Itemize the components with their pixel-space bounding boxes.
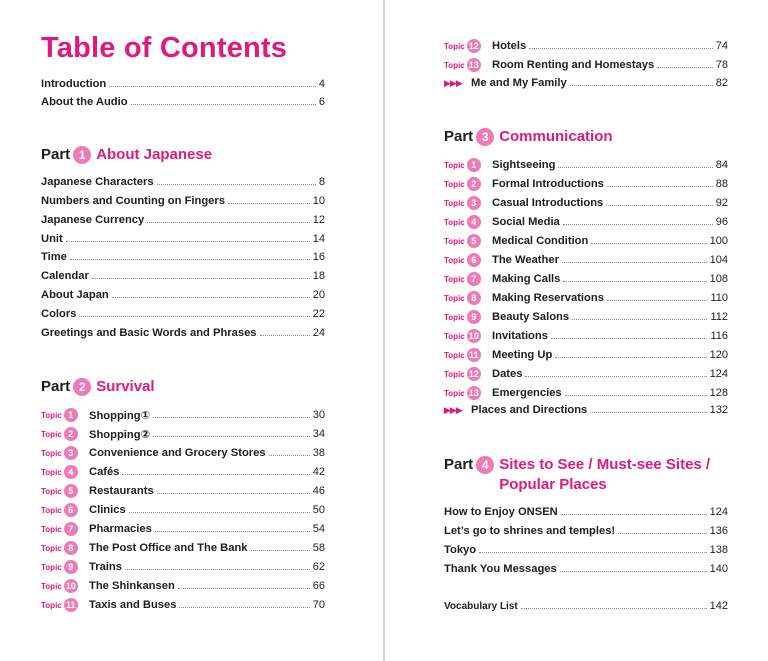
topic-entry[interactable]	[444, 157, 728, 173]
entry-label: The Post Office and The Bank	[89, 542, 248, 554]
topic-number-badge: 2	[467, 177, 481, 191]
entry-label: About the Audio	[41, 96, 128, 108]
entry-page: 66	[312, 580, 325, 592]
leader-dots	[147, 222, 310, 223]
topic-number-badge: 1	[64, 408, 78, 422]
leader-dots	[157, 184, 316, 185]
leader-dots	[657, 67, 713, 68]
leader-dots	[572, 319, 707, 320]
entry-label: Restaurants	[89, 485, 154, 497]
part-2-heading	[41, 377, 155, 397]
entry-label: Dates	[492, 368, 523, 380]
entry-page: 12	[312, 214, 325, 226]
toc-entry[interactable]	[41, 94, 325, 110]
toc-entry[interactable]	[444, 523, 728, 539]
toc-entry[interactable]	[41, 193, 325, 209]
topic-number-badge: 12	[468, 369, 479, 379]
leader-dots	[591, 243, 706, 244]
entry-label: Taxis and Buses	[89, 599, 177, 611]
toc-entry[interactable]	[41, 287, 325, 303]
leader-dots	[565, 395, 707, 396]
leader-dots	[521, 608, 707, 609]
toc-entry[interactable]	[41, 212, 325, 228]
topic-entry[interactable]	[444, 57, 728, 73]
entry-page: 124	[709, 506, 728, 518]
entry-label: Casual Introductions	[492, 197, 604, 209]
entry-page: 108	[709, 273, 728, 285]
topic-entry[interactable]	[444, 252, 728, 268]
part-number-badge: 4	[476, 456, 494, 474]
leader-dots	[251, 550, 310, 551]
part-word: Part	[444, 128, 474, 145]
entry-label: Me and My Family	[471, 77, 567, 89]
entry-page: 20	[312, 289, 325, 301]
entry-page: 104	[709, 254, 728, 266]
toc-entry[interactable]	[444, 561, 728, 577]
leader-dots	[260, 335, 310, 336]
entry-label: Invitations	[492, 330, 548, 342]
topic-entry[interactable]	[444, 195, 728, 211]
entry-label: Japanese Currency	[41, 214, 145, 226]
entry-page: 136	[709, 525, 728, 537]
entry-label: The Shinkansen	[89, 580, 175, 592]
leader-dots	[525, 376, 706, 377]
topic-number-badge: 12	[468, 41, 479, 51]
part-title-line: Sites to See / Must-see Sites /	[499, 456, 711, 473]
topic-number-badge: 3	[64, 446, 78, 460]
topic-tag: Topic 3	[41, 446, 85, 460]
entry-page: 110	[710, 292, 728, 304]
topic-tag: Topic 1	[41, 408, 85, 422]
topic-number-badge: 8	[64, 541, 78, 555]
part-word: Part	[444, 456, 474, 473]
entry-page: 70	[312, 599, 325, 611]
entry-label: Places and Directions	[471, 404, 588, 416]
entry-page: 128	[709, 387, 728, 399]
topic-entry[interactable]	[444, 38, 728, 54]
leader-dots	[479, 552, 707, 553]
entry-page: 124	[709, 368, 728, 380]
entry-label: Formal Introductions	[492, 178, 604, 190]
topic-tag: Topic 5	[41, 484, 85, 498]
topic-tag: Topic 9	[41, 560, 85, 574]
entry-label: Colors	[41, 308, 77, 320]
entry-label: Introduction	[41, 78, 107, 90]
topic-entry[interactable]	[41, 426, 325, 442]
topic-tag: Topic 12	[444, 369, 479, 379]
topic-tag: Topic 3	[444, 196, 488, 210]
topic-tag: Topic 7	[41, 522, 85, 536]
entry-page: 112	[710, 311, 728, 323]
entry-label: Time	[41, 251, 67, 263]
topic-entry[interactable]	[444, 290, 728, 306]
entry-page: 16	[312, 251, 325, 263]
entry-page: 96	[715, 216, 728, 228]
topic-tag: Topic 11	[444, 348, 488, 362]
entry-page: 138	[709, 544, 728, 556]
entry-page: 14	[312, 233, 325, 245]
leader-dots	[228, 203, 310, 204]
topic-tag: Topic 12	[444, 41, 479, 51]
entry-label: How to Enjoy ONSEN	[444, 506, 558, 518]
leader-dots	[560, 571, 707, 572]
topic-tag: Topic 1	[444, 158, 488, 172]
leader-dots	[607, 300, 708, 301]
topic-entry[interactable]	[41, 502, 325, 518]
topic-number-badge: 8	[467, 291, 481, 305]
part-title: About Japanese	[96, 146, 213, 163]
leader-dots	[555, 357, 706, 358]
topic-tag: Topic 10	[444, 331, 479, 341]
entry-label: Meeting Up	[492, 349, 553, 361]
topic-tag: Topic 10	[41, 581, 76, 591]
leader-dots	[606, 205, 712, 206]
leader-dots	[131, 104, 316, 105]
topic-entry[interactable]	[41, 559, 325, 575]
topic-entry[interactable]	[41, 445, 325, 461]
topic-number-badge: 11	[64, 598, 78, 612]
entry-label: Room Renting and Homestays	[492, 59, 655, 71]
triple-arrow-icon: ▶▶▶	[444, 77, 462, 88]
part-title-line: Popular Places	[499, 476, 607, 493]
entry-page: 54	[312, 523, 325, 535]
entry-page: 84	[715, 159, 728, 171]
topic-number-badge: 4	[64, 465, 78, 479]
leader-dots	[529, 48, 713, 49]
entry-page: 140	[709, 563, 728, 575]
topic-number-badge: 5	[64, 484, 78, 498]
part-1-heading	[41, 145, 212, 165]
topic-number-badge: 1	[467, 158, 481, 172]
toc-entry[interactable]	[41, 268, 325, 284]
page-title: Table of Contents	[41, 32, 288, 64]
topic-entry[interactable]	[444, 271, 728, 287]
entry-page: 88	[715, 178, 728, 190]
entry-label: Japanese Characters	[41, 176, 154, 188]
leader-dots	[269, 455, 310, 456]
entry-page: 62	[312, 561, 325, 573]
entry-label: Shopping①	[89, 409, 151, 422]
part-4-heading	[444, 455, 710, 495]
entry-label: Vocabulary List	[444, 600, 518, 612]
leader-dots	[562, 262, 707, 263]
topic-number-badge: 10	[65, 581, 76, 591]
leader-dots	[607, 186, 713, 187]
leader-dots	[129, 512, 310, 513]
toc-entry[interactable]	[41, 174, 325, 190]
entry-label: Trains	[89, 561, 122, 573]
part-number-badge: 3	[476, 128, 494, 146]
entry-page: 116	[710, 330, 728, 342]
entry-label: Hotels	[492, 40, 527, 52]
toc-entry[interactable]	[444, 542, 728, 558]
page-gutter	[383, 0, 385, 661]
part-word: Part	[41, 378, 71, 395]
topic-entry[interactable]	[41, 407, 325, 423]
leader-dots	[109, 86, 316, 87]
topic-number-badge: 7	[467, 272, 481, 286]
leader-dots	[563, 281, 706, 282]
part-title: Communication	[499, 128, 613, 145]
topic-tag: Topic 5	[444, 234, 488, 248]
entry-label: Tokyo	[444, 544, 477, 556]
leader-dots	[153, 436, 310, 437]
toc-entry[interactable]	[41, 231, 325, 247]
entry-page: 92	[715, 197, 728, 209]
topic-tag: Topic 2	[444, 177, 488, 191]
leader-dots	[153, 417, 310, 418]
topic-tag: Topic 4	[41, 465, 85, 479]
leader-dots	[179, 607, 309, 608]
topic-tag: Topic 8	[444, 291, 488, 305]
topic-entry[interactable]	[41, 483, 325, 499]
entry-label: Sightseeing	[492, 159, 556, 171]
part-3-heading	[444, 127, 613, 147]
topic-number-badge: 11	[467, 348, 481, 362]
entry-page: 132	[709, 404, 728, 416]
topic-entry[interactable]	[444, 214, 728, 230]
part-title	[499, 455, 710, 495]
entry-label: Calendar	[41, 270, 89, 282]
topic-number-badge: 3	[467, 196, 481, 210]
entry-page: 18	[312, 270, 325, 282]
entry-page: 74	[715, 40, 728, 52]
part-number-badge: 2	[73, 378, 91, 396]
entry-label: Cafés	[89, 466, 120, 478]
toc-entry[interactable]	[41, 306, 325, 322]
entry-label: Thank You Messages	[444, 563, 557, 575]
topic-tag: Topic 11	[41, 598, 85, 612]
entry-label: Making Calls	[492, 273, 561, 285]
entry-page: 8	[318, 176, 325, 188]
entry-page: 58	[312, 542, 325, 554]
leader-dots	[157, 493, 310, 494]
entry-page: 10	[312, 195, 325, 207]
topic-tag: Topic 13	[444, 60, 479, 70]
toc-entry[interactable]	[41, 76, 325, 92]
toc-entry[interactable]	[41, 325, 325, 341]
entry-label: Clinics	[89, 504, 126, 516]
topic-tag: Topic 7	[444, 272, 488, 286]
entry-page: 120	[709, 349, 728, 361]
entry-page: 50	[312, 504, 325, 516]
topic-number-badge: 4	[467, 215, 481, 229]
leader-dots	[561, 514, 707, 515]
entry-label: Convenience and Grocery Stores	[89, 447, 266, 459]
topic-entry[interactable]	[41, 597, 325, 613]
entry-label: Unit	[41, 233, 63, 245]
entry-page: 42	[312, 466, 325, 478]
entry-label: The Weather	[492, 254, 559, 266]
toc-entry[interactable]	[444, 598, 728, 614]
toc-entry[interactable]	[444, 504, 728, 520]
entry-label: Making Reservations	[492, 292, 604, 304]
topic-tag: Topic 6	[444, 253, 488, 267]
entry-page: 22	[312, 308, 325, 320]
topic-tag: Topic 9	[444, 310, 488, 324]
topic-entry[interactable]	[444, 385, 728, 401]
part-number-badge: 1	[73, 146, 91, 164]
entry-page: 78	[715, 59, 728, 71]
entry-label: Numbers and Counting on Fingers	[41, 195, 225, 207]
entry-label: Shopping②	[89, 428, 151, 441]
topic-number-badge: 5	[467, 234, 481, 248]
topic-number-badge: 10	[468, 331, 479, 341]
entry-page: 30	[312, 409, 325, 421]
topic-number-badge: 9	[467, 310, 481, 324]
topic-entry[interactable]	[444, 347, 728, 363]
leader-dots	[558, 167, 712, 168]
topic-entry[interactable]	[444, 366, 728, 382]
topic-entry[interactable]	[41, 521, 325, 537]
leader-dots	[92, 278, 310, 279]
topic-number-badge: 6	[64, 503, 78, 517]
topic-tag: Topic 6	[41, 503, 85, 517]
topic-number-badge: 13	[468, 60, 479, 70]
entry-label: Beauty Salons	[492, 311, 570, 323]
leader-dots	[79, 316, 309, 317]
topic-entry[interactable]	[41, 578, 325, 594]
leader-dots	[551, 338, 708, 339]
entry-page: 34	[312, 428, 325, 440]
topic-entry[interactable]	[444, 309, 728, 325]
leader-dots	[66, 241, 310, 242]
entry-page: 6	[318, 96, 325, 108]
topic-tag: Topic 2	[41, 427, 85, 441]
entry-label: Social Media	[492, 216, 560, 228]
leader-dots	[570, 85, 713, 86]
entry-label: Medical Condition	[492, 235, 589, 247]
entry-label: About Japan	[41, 289, 109, 301]
topic-tag: Topic 13	[444, 388, 479, 398]
topic-entry[interactable]	[444, 233, 728, 249]
entry-label: Emergencies	[492, 387, 562, 399]
entry-page: 100	[709, 235, 728, 247]
part-title: Survival	[96, 378, 155, 395]
topic-entry[interactable]	[41, 540, 325, 556]
topic-entry[interactable]	[444, 328, 728, 344]
entry-page: 46	[312, 485, 325, 497]
topic-number-badge: 7	[64, 522, 78, 536]
entry-label: Pharmacies	[89, 523, 152, 535]
entry-page: 4	[318, 78, 325, 90]
topic-entry[interactable]	[444, 176, 728, 192]
leader-dots	[155, 531, 310, 532]
topic-number-badge: 6	[467, 253, 481, 267]
entry-label: Let’s go to shrines and temples!	[444, 525, 616, 537]
leader-dots	[178, 588, 310, 589]
topic-number-badge: 2	[64, 427, 78, 441]
right-page	[386, 0, 768, 661]
topic-entry[interactable]	[41, 464, 325, 480]
topic-tag: Topic 8	[41, 541, 85, 555]
extra-entry[interactable]	[444, 402, 728, 418]
entry-page: 142	[709, 600, 728, 612]
leader-dots	[122, 474, 309, 475]
toc-entry[interactable]	[41, 249, 325, 265]
leader-dots	[70, 259, 310, 260]
entry-page: 24	[312, 327, 325, 339]
topic-tag: Topic 4	[444, 215, 488, 229]
leader-dots	[112, 297, 310, 298]
entry-page: 38	[312, 447, 325, 459]
leader-dots	[590, 412, 706, 413]
entry-page: 82	[715, 77, 728, 89]
part-word: Part	[41, 146, 71, 163]
leader-dots	[563, 224, 713, 225]
leader-dots	[618, 533, 706, 534]
triple-arrow-icon: ▶▶▶	[444, 404, 462, 415]
extra-entry[interactable]	[444, 75, 728, 91]
topic-number-badge: 13	[468, 388, 479, 398]
leader-dots	[125, 569, 310, 570]
entry-label: Greetings and Basic Words and Phrases	[41, 327, 257, 339]
topic-number-badge: 9	[64, 560, 78, 574]
